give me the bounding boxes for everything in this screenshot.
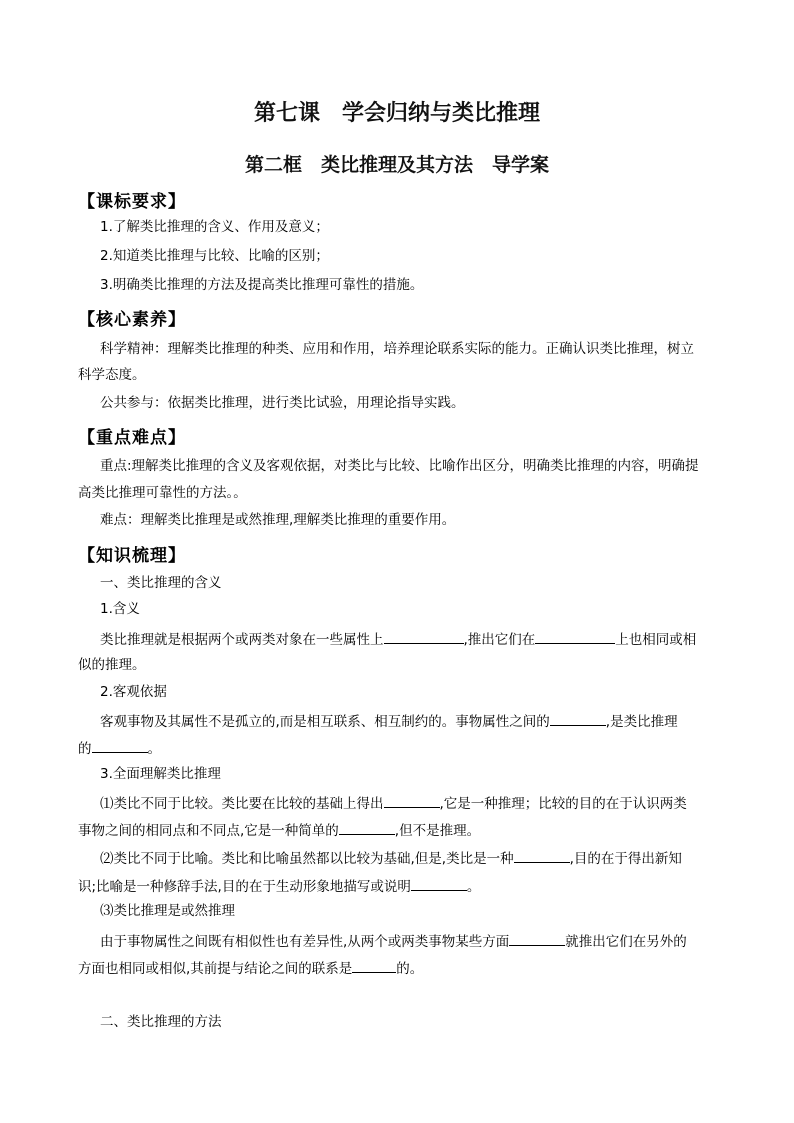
fill-blank[interactable] xyxy=(92,737,148,753)
subheading-full-understanding: 3.全面理解类比推理 xyxy=(100,766,221,782)
text-segment: 事物之间的相同点和不同点,它是一种简单的 xyxy=(78,823,339,839)
page-title: 第七课 学会归纳与类比推理 xyxy=(253,100,540,126)
text-segment: ⑴类比不同于比较。类比要在比较的基础上得出 xyxy=(100,796,384,812)
fill-blank[interactable] xyxy=(509,930,565,946)
key-point-line-1: 重点:理解类比推理的含义及客观依据，对类比与比较、比喻作出区分，明确类比推理的内容，明确提 xyxy=(100,458,699,474)
text-segment: 方面也相同或相似,其前提与结论之间的联系是 xyxy=(78,961,353,977)
text-segment: 。 xyxy=(147,741,161,757)
definition-line-2: 似的推理。 xyxy=(78,657,146,673)
text-segment: ,但不是推理。 xyxy=(394,823,481,839)
fill-blank[interactable] xyxy=(411,875,467,891)
text-segment: ,它是一种推理；比较的目的在于认识两类 xyxy=(439,796,687,812)
section-heading-knowledge: 【知识梳理】 xyxy=(78,546,186,566)
text-segment: 的 xyxy=(78,741,92,757)
metaphor-line-2 xyxy=(78,875,480,897)
text-segment: 识;比喻是一种修辞手法,目的在于生动形象地描写或说明 xyxy=(78,879,411,895)
requirement-2: 2.知道类比推理与比较、比喻的区别； xyxy=(100,248,329,264)
key-point-line-2: 高类比推理可靠性的方法。。 xyxy=(78,485,247,501)
requirement-1: 1.了解类比推理的含义、作用及意义； xyxy=(100,219,329,235)
section-heading-key-points: 【重点难点】 xyxy=(78,428,186,448)
requirement-3: 3.明确类比推理的方法及提高类比推理可靠性的措施。 xyxy=(100,277,424,293)
section-heading-core-literacy: 【核心素养】 xyxy=(78,310,186,330)
text-segment: 就推出它们在另外的 xyxy=(565,934,687,950)
text-segment: ,推出它们在 xyxy=(463,632,536,648)
heading-meaning: 一、类比推理的含义 xyxy=(100,575,222,591)
fill-blank[interactable] xyxy=(384,628,464,644)
fill-blank[interactable] xyxy=(535,628,615,644)
definition-line-1 xyxy=(100,628,696,650)
basis-line-2 xyxy=(78,737,161,759)
text-segment: ⑵类比不同于比喻。类比和比喻虽然都以比较为基础,但是,类比是一种 xyxy=(100,851,514,867)
basis-line-1 xyxy=(100,710,678,732)
text-segment: ,是类比推理 xyxy=(605,714,678,730)
fill-blank[interactable] xyxy=(514,847,570,863)
text-segment: 由于事物属性之间既有相似性也有差异性,从两个或两类事物某些方面 xyxy=(100,934,510,950)
text-segment: ,目的在于得出新知 xyxy=(569,851,682,867)
fill-blank[interactable] xyxy=(352,957,396,973)
fill-blank[interactable] xyxy=(384,792,440,808)
fill-blank[interactable] xyxy=(550,710,606,726)
heading-methods: 二、类比推理的方法 xyxy=(100,1014,222,1030)
text-segment: 类比推理就是根据两个或两类对象在一些属性上 xyxy=(100,632,384,648)
text-segment: 。 xyxy=(466,879,481,895)
probable-reasoning-heading: ⑶类比推理是或然推理 xyxy=(100,903,235,919)
fill-blank[interactable] xyxy=(339,819,395,835)
core-paragraph-2: 公共参与：依据类比推理，进行类比试验，用理论指导实践。 xyxy=(100,395,465,411)
subheading-definition: 1.含义 xyxy=(100,601,140,617)
probable-line-2 xyxy=(78,957,423,979)
probable-line-1 xyxy=(100,930,687,952)
core-paragraph-1-line-1: 科学精神：理解类比推理的种类、应用和作用，培养理论联系实际的能力。正确认识类比推理，树立 xyxy=(100,341,694,357)
core-paragraph-1-line-2: 科学态度。 xyxy=(78,367,146,383)
comparison-line-1 xyxy=(100,792,687,814)
subheading-objective-basis: 2.客观依据 xyxy=(100,684,167,700)
comparison-line-2 xyxy=(78,819,480,841)
page-subtitle: 第二框 类比推理及其方法 导学案 xyxy=(244,154,549,176)
metaphor-line-1 xyxy=(100,847,682,869)
section-heading-requirements: 【课标要求】 xyxy=(78,192,186,212)
text-segment: 上也相同或相 xyxy=(615,632,697,648)
text-segment: 的。 xyxy=(396,961,424,977)
difficult-point: 难点：理解类比推理是或然推理,理解类比推理的重要作用。 xyxy=(100,512,456,528)
text-segment: 客观事物及其属性不是孤立的,而是相互联系、相互制约的。事物属性之间的 xyxy=(100,714,550,730)
